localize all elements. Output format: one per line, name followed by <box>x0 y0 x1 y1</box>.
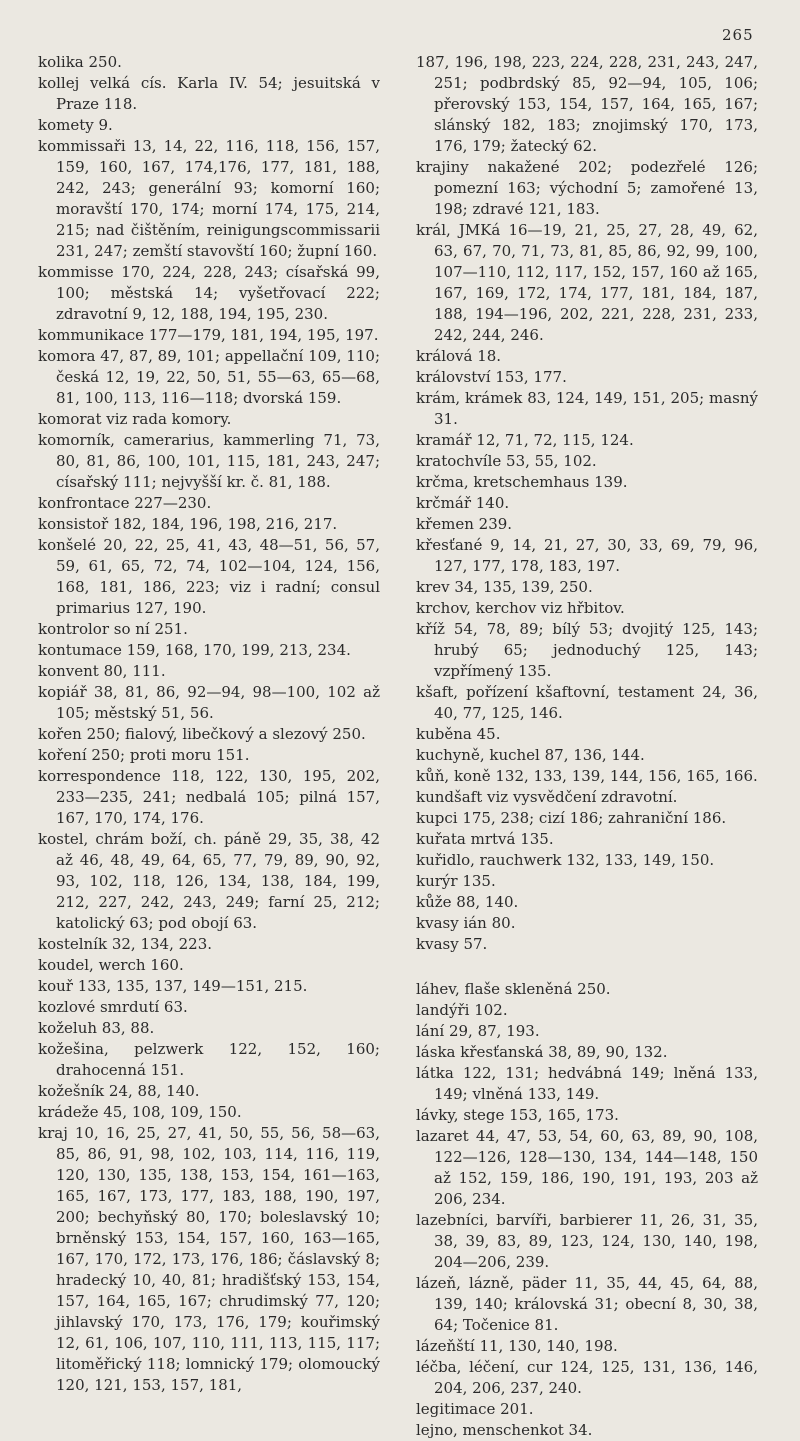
index-entry: lázeň, lázně, päder 11, 35, 44, 45, 64, 88, 139, 140; královská 31; obecní 8, 30, 38, 64; Točenice 81. <box>416 1274 758 1334</box>
index-entry: kůže 88, 140. <box>416 893 519 911</box>
index-entry: léčba, léčení, cur 124, 125, 131, 136, 146, 204, 206, 237, 240. <box>416 1358 758 1397</box>
index-entry: láska křesťanská 38, 89, 90, 132. <box>416 1043 668 1061</box>
index-entry: láhev, flaše skleněná 250. <box>416 980 611 998</box>
index-entry: kvasy 57. <box>416 935 488 953</box>
index-entry: lání 29, 87, 193. <box>416 1022 540 1040</box>
index-entry: kollej velká cís. Karla IV. 54; jesuitská v Praze 118. <box>38 74 380 113</box>
index-entry: legitimace 201. <box>416 1400 534 1418</box>
index-entry: komety 9. <box>38 116 113 134</box>
index-entry: krchov, kerchov viz hřbitov. <box>416 599 625 617</box>
index-entry: komorník, camerarius, kammerling 71, 73, 80, 81, 86, 100, 101, 115, 181, 243, 247; císařský 111; nejvyšší kr. č. 81, 188. <box>38 431 380 491</box>
index-entry: kříž 54, 78, 89; bílý 53; dvojitý 125, 143; hrubý 65; jednoduchý 125, 143; vzpřímený 135. <box>416 620 758 680</box>
index-entry: kvasy ián 80. <box>416 914 516 932</box>
index-entry: krčmář 140. <box>416 494 510 512</box>
index-entry: látka 122, 131; hedvábná 149; lněná 133, 149; vlněná 133, 149. <box>416 1064 758 1103</box>
index-entry: konfrontace 227—230. <box>38 494 212 512</box>
index-entry: kostel, chrám boží, ch. páně 29, 35, 38, 42 až 46, 48, 49, 64, 65, 77, 79, 89, 90, 92, 93, 102, 118, 126, 134, 138, 184, 199, 212, 227, 242, 243, 249; farní 25, 212; katolický 63; pod obojí 63. <box>38 830 380 932</box>
index-entry: krev 34, 135, 139, 250. <box>416 578 593 596</box>
index-entry: kuřidlo, rauchwerk 132, 133, 149, 150. <box>416 851 715 869</box>
index-entry: krčma, kretschemhaus 139. <box>416 473 628 491</box>
index-entry: kožešina, pelzwerk 122, 152, 160; drahocenná 151. <box>38 1040 380 1079</box>
index-entry: lazebníci, barvíři, barbierer 11, 26, 31, 35, 38, 39, 83, 89, 123, 124, 130, 140, 198, 204—206, 239. <box>416 1211 758 1271</box>
index-entry: kozlové smrdutí 63. <box>38 998 188 1016</box>
index-entry: kostelník 32, 134, 223. <box>38 935 213 953</box>
index-entry: kramář 12, 71, 72, 115, 124. <box>416 431 634 449</box>
index-entry: kouř 133, 135, 137, 149—151, 215. <box>38 977 308 995</box>
section-gap <box>416 955 758 979</box>
index-entry: kopiář 38, 81, 86, 92—94, 98—100, 102 až 105; městský 51, 56. <box>38 683 380 722</box>
index-entry: 187, 196, 198, 223, 224, 228, 231, 243, 247, 251; podbrdský 85, 92—94, 105, 106; přerovský 153, 154, 157, 164, 165, 167; slánský 182, 183; znojimský 170, 173, 176, 179; žatecký 62. <box>416 53 758 155</box>
index-entry: kšaft, pořízení kšaftovní, testament 24, 36, 40, 77, 125, 146. <box>416 683 758 722</box>
index-entry: kontumace 159, 168, 170, 199, 213, 234. <box>38 641 351 659</box>
index-entry: krajiny nakažené 202; podezřelé 126; pomezní 163; východní 5; zamořené 13, 198; zdravé 121, 183. <box>416 158 758 218</box>
index-entry: kommunikace 177—179, 181, 194, 195, 197. <box>38 326 379 344</box>
index-entry: kratochvíle 53, 55, 102. <box>416 452 597 470</box>
index-entry: kontrolor so ní 251. <box>38 620 188 638</box>
index-entry: koželuh 83, 88. <box>38 1019 155 1037</box>
index-entry: kurýr 135. <box>416 872 496 890</box>
index-entry: koření 250; proti moru 151. <box>38 746 250 764</box>
index-entry: lázeňští 11, 130, 140, 198. <box>416 1337 618 1355</box>
index-entry: království 153, 177. <box>416 368 567 386</box>
index-entry: komora 47, 87, 89, 101; appellační 109, 110; česká 12, 19, 22, 50, 51, 55—63, 65—68, 81, 100, 113, 116—118; dvorská 159. <box>38 347 380 407</box>
index-entry: kůň, koně 132, 133, 139, 144, 156, 165, 166. <box>416 767 758 785</box>
page-number: 265 <box>722 26 754 44</box>
index-entry: konvent 80, 111. <box>38 662 166 680</box>
index-entry: králová 18. <box>416 347 502 365</box>
index-entry: kommisse 170, 224, 228, 243; císařská 99, 100; městská 14; vyšetřovací 222; zdravotní 9, 12, 188, 194, 195, 230. <box>38 263 380 323</box>
index-entry: kraj 10, 16, 25, 27, 41, 50, 55, 56, 58—63, 85, 86, 91, 98, 102, 103, 114, 116, 119, 120, 130, 135, 138, 153, 154, 161—163, 165, 167, 173, 177, 183, 188, 190, 197, 200; bechyňský 80, 170; boleslavský 10; brněnský 153, 154, 157, 160, 163—165, 167, 170, 172, 173, 176, 186; čáslavský 8; hradecký 10, 40, 81; hradišťský 153, 154, 157, 164, 165, 167; chrudimský 77, 120; jihlavský 170, 173, 176, 179; kouřimský 12, 61, 106, 107, 110, 111, 113, 115, 117; litoměřický 118; lomnický 179; olomoucký 120, 121, 153, 157, 181, <box>38 1124 380 1394</box>
index-entry: krám, krámek 83, 124, 149, 151, 205; masný 31. <box>416 389 758 428</box>
index-entry: křemen 239. <box>416 515 513 533</box>
index-entry: kožešník 24, 88, 140. <box>38 1082 200 1100</box>
index-entry: landýři 102. <box>416 1001 508 1019</box>
index-entry: koudel, werch 160. <box>38 956 184 974</box>
index-column-right <box>416 52 758 1441</box>
index-entry: komorat viz rada komory. <box>38 410 232 428</box>
index-entry: kupci 175, 238; cizí 186; zahraniční 186. <box>416 809 727 827</box>
index-entry: lávky, stege 153, 165, 173. <box>416 1106 619 1124</box>
index-entry: krádeže 45, 108, 109, 150. <box>38 1103 242 1121</box>
index-entry: kuchyně, kuchel 87, 136, 144. <box>416 746 645 764</box>
index-entry: kundšaft viz vysvědčení zdravotní. <box>416 788 678 806</box>
index-entry: kolika 250. <box>38 53 122 71</box>
index-entry: kuřata mrtvá 135. <box>416 830 554 848</box>
index-entry: lejno, menschenkot 34. <box>416 1421 593 1439</box>
index-column-left <box>38 52 380 1396</box>
index-entry: korrespondence 118, 122, 130, 195, 202, 233—235, 241; nedbalá 105; pilná 157, 167, 170, 174, 176. <box>38 767 380 827</box>
index-entry: kuběna 45. <box>416 725 501 743</box>
index-entry: křesťané 9, 14, 21, 27, 30, 33, 69, 79, 96, 127, 177, 178, 183, 197. <box>416 536 758 575</box>
index-entry: kommissaři 13, 14, 22, 116, 118, 156, 157, 159, 160, 167, 174,176, 177, 181, 188, 242, 243; generální 93; komorní 160; moravští 170, 174; morní 174, 175, 214, 215; nad čištěním, reinigungscommissarii 231, 247; zemští stavovští 160; župní 160. <box>38 137 380 260</box>
index-entry: konšelé 20, 22, 25, 41, 43, 48—51, 56, 57, 59, 61, 65, 72, 74, 102—104, 124, 156, 168, 181, 186, 223; viz i radní; consul primarius 127, 190. <box>38 536 380 617</box>
index-entry: lazaret 44, 47, 53, 54, 60, 63, 89, 90, 108, 122—126, 128—130, 134, 144—148, 150 až 152, 159, 186, 190, 191, 193, 203 až 206, 234. <box>416 1127 758 1208</box>
index-entry: král, JMKá 16—19, 21, 25, 27, 28, 49, 62, 63, 67, 70, 71, 73, 81, 85, 86, 92, 99, 100, 107—110, 112, 117, 152, 157, 160 až 165, 167, 169, 172, 174, 177, 181, 184, 187, 188, 194—196, 202, 221, 228, 231, 233, 242, 244, 246. <box>416 221 758 344</box>
index-entry: kořen 250; fialový, libečkový a slezový 250. <box>38 725 366 743</box>
index-entry: konsistoř 182, 184, 196, 198, 216, 217. <box>38 515 338 533</box>
